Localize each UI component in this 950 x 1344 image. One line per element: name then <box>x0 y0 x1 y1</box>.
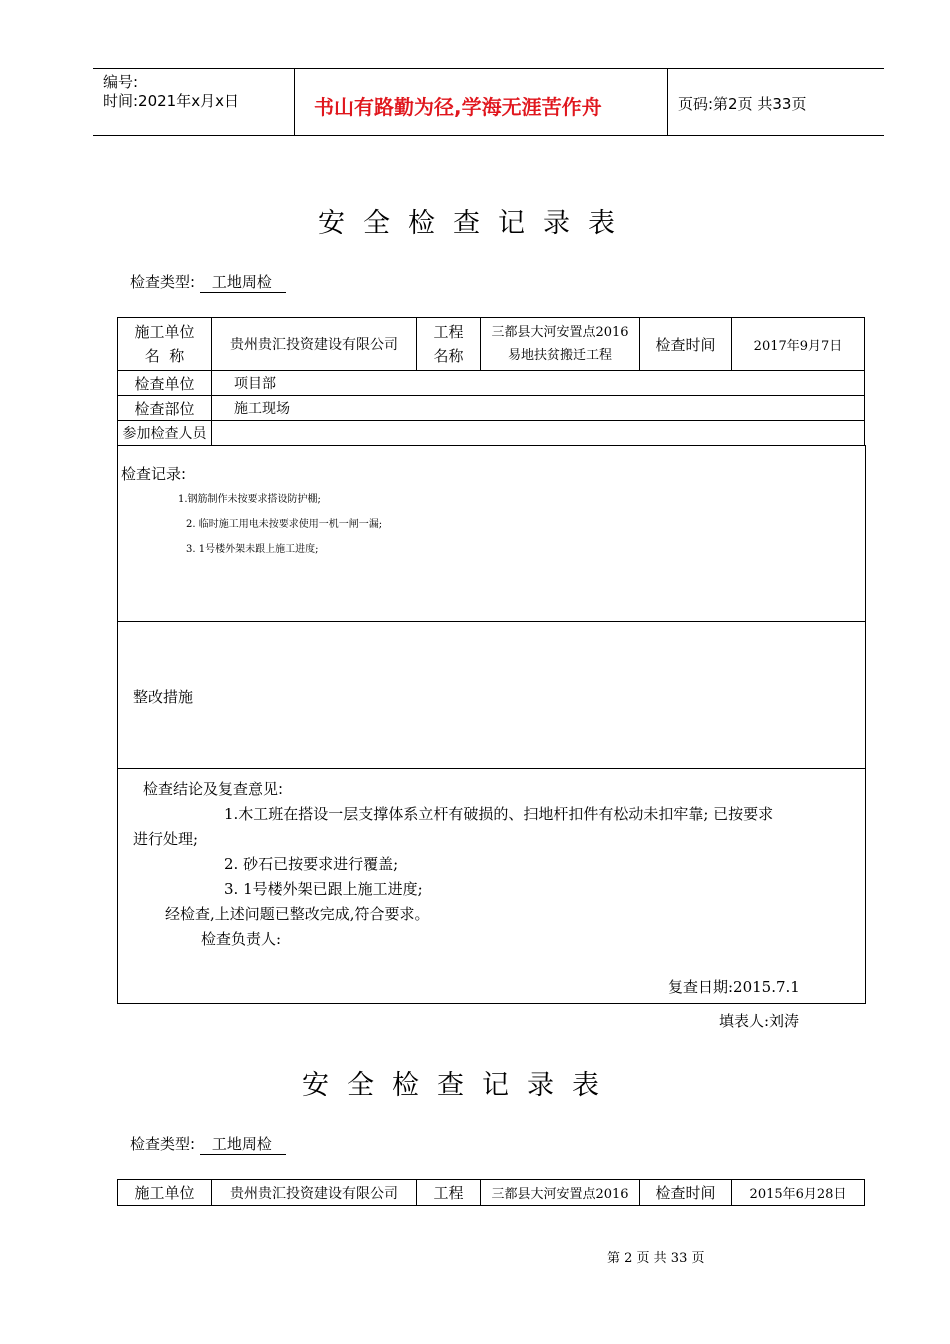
record1-conclusion-label: 检查结论及复查意见: <box>143 780 284 798</box>
header-number-label: 编号: <box>103 73 139 91</box>
record2-check-time-value: 2015年6月28日 <box>732 1180 865 1206</box>
header-top-rule <box>93 68 884 69</box>
record1-project-label-cell <box>417 318 481 371</box>
record2-title: 安全检查记录表 <box>302 1070 617 1101</box>
record1-project-value-cell <box>481 318 640 371</box>
header-page-info: 页码:第2页 共33页 <box>678 95 807 113</box>
header-divider-left <box>294 68 295 136</box>
header-time-label: 时间:2021年x月x日 <box>103 92 239 110</box>
record1-inspect-unit-label: 检查单位 <box>118 371 212 396</box>
header-divider-right <box>667 68 668 136</box>
record1-title: 安全检查记录表 <box>318 208 633 239</box>
record1-conclusion-1b: 进行处理; <box>133 830 199 848</box>
record1-check-time-label: 检查时间 <box>640 318 732 371</box>
record1-inspect-unit-value: 项目部 <box>212 371 865 396</box>
record2-type-label: 检查类型: <box>130 1135 196 1153</box>
record2-unit-label: 施工单位 <box>118 1180 212 1206</box>
record1-header-table <box>117 317 865 446</box>
record1-conclusion-3: 3. 1号楼外架已跟上施工进度; <box>224 880 423 898</box>
record2-project-label: 工程 <box>417 1180 481 1206</box>
record1-conclusion-1a: 1.木工班在搭设一层支撑体系立杆有破损的、扫地杆扣件有松动未扣牢靠; 已按要求 <box>224 805 774 823</box>
record2-type-value: 工地周检 <box>200 1133 286 1155</box>
record1-filled-by: 填表人:刘涛 <box>719 1012 800 1030</box>
header-motto: 书山有路勤为径,学海无涯苦作舟 <box>314 95 602 119</box>
record1-records-box <box>117 445 866 622</box>
record1-project-label-2: 名称 <box>433 347 464 365</box>
record1-conclusion-2: 2. 砂石已按要求进行覆盖; <box>224 855 399 873</box>
record1-rectify-box <box>117 621 866 769</box>
record1-check-time-value: 2017年9月7日 <box>732 318 865 371</box>
record1-unit-label-cell <box>118 318 212 371</box>
record1-inspect-part-value: 施工现场 <box>212 396 865 421</box>
record1-type-row <box>130 271 286 293</box>
record1-type-value: 工地周检 <box>200 271 286 293</box>
header-bottom-rule <box>93 135 884 136</box>
record1-recheck-date: 复查日期:2015.7.1 <box>668 978 800 996</box>
record2-type-row <box>130 1133 286 1155</box>
record1-project-value-2: 易地扶贫搬迁工程 <box>507 348 612 363</box>
record1-unit-value: 贵州贵汇投资建设有限公司 <box>212 318 417 371</box>
page-footer: 第 2 页 共 33 页 <box>607 1251 705 1266</box>
record1-responsible-label: 检查负责人: <box>201 930 282 948</box>
record1-unit-label-2: 名 称 <box>144 347 185 365</box>
record1-records-label: 检查记录: <box>121 465 187 483</box>
record1-inspect-part-label: 检查部位 <box>118 396 212 421</box>
record1-conclusion-4: 经检查,上述问题已整改完成,符合要求。 <box>165 905 430 923</box>
record2-header-table <box>117 1179 865 1206</box>
record1-unit-label-1: 施工单位 <box>134 323 195 341</box>
record1-record-item-2: 2. 临时施工用电未按要求使用一机一闸一漏; <box>186 519 383 530</box>
record1-participants-value <box>212 421 865 446</box>
record2-project-value: 三都县大河安置点2016 <box>481 1180 640 1206</box>
record1-participants-label: 参加检查人员 <box>118 421 212 446</box>
record2-unit-value: 贵州贵汇投资建设有限公司 <box>212 1180 417 1206</box>
record1-record-item-3: 3. 1号楼外架未跟上施工进度; <box>186 544 319 555</box>
record1-record-item-1: 1.钢筋制作未按要求搭设防护棚; <box>178 494 321 505</box>
record1-project-value-1: 三都县大河安置点2016 <box>491 325 629 340</box>
record1-rectify-label: 整改措施 <box>133 688 194 706</box>
record1-type-label: 检查类型: <box>130 273 196 291</box>
record1-project-label-1: 工程 <box>433 323 464 341</box>
record2-check-time-label: 检查时间 <box>640 1180 732 1206</box>
